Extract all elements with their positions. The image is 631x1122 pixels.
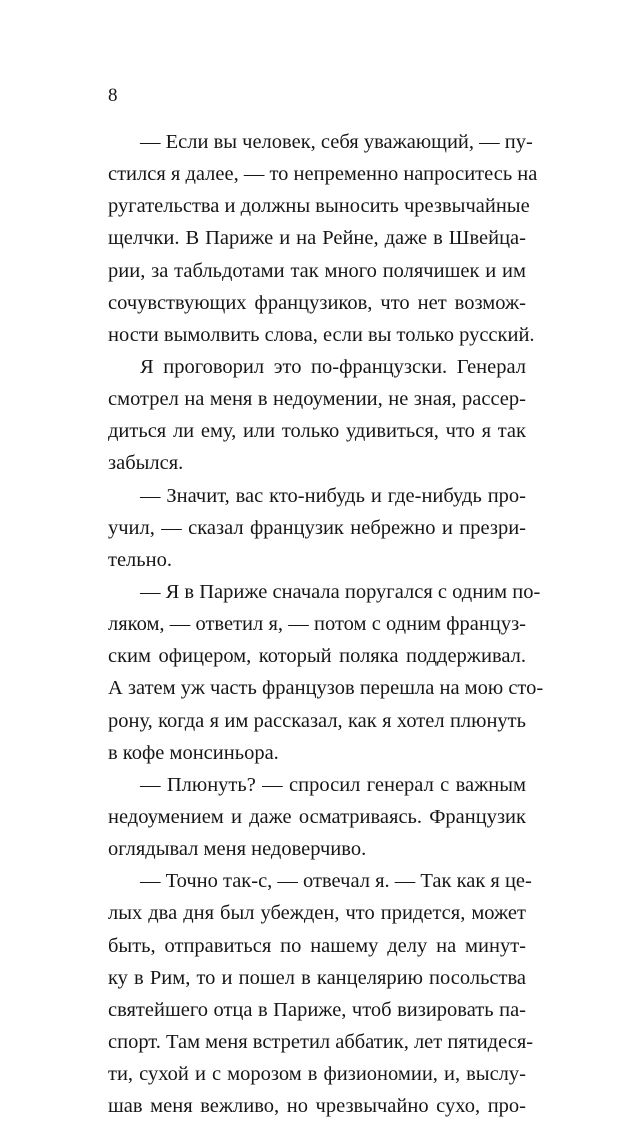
text-line: святейшего отца в Париже, чтоб визировать па-	[108, 998, 526, 1021]
text-line: Я проговорил это по-французски. Генерал	[140, 355, 526, 378]
text-line: ским офицером, который поляка поддерживал.	[108, 645, 526, 668]
text-line: забылся.	[108, 452, 184, 475]
text-line: — Точно так-с, — отвечал я. — Так как я це-	[140, 870, 532, 893]
text-line: ку в Рим, то и пошел в канцелярию посольства	[108, 966, 526, 989]
text-line: лых два дня был убежден, что придется, может	[108, 902, 526, 925]
page-text	[108, 126, 544, 1122]
text-line: спорт. Там меня встретил аббатик, лет пятидеся-	[108, 1030, 534, 1053]
text-line: учил, — сказал французик небрежно и презри-	[108, 516, 526, 539]
text-line: — Значит, вас кто-нибудь и где-нибудь про-	[140, 484, 526, 507]
text-line: тельно.	[108, 548, 172, 571]
text-line: рии, за табльдотами так много полячишек и им	[108, 259, 526, 282]
text-line: шав меня вежливо, но чрезвычайно сухо, про-	[108, 1095, 526, 1118]
text-line: ляком, — ответил я, — потом с одним француз-	[108, 613, 526, 636]
text-line: быть, отправиться по нашему делу на минут-	[108, 934, 526, 957]
text-line: — Если вы человек, себя уважающий, — пу-	[140, 131, 533, 153]
text-line: сочувствующих французиков, что нет возмож-	[108, 291, 526, 314]
text-line: ти, сухой и с морозом в физиономии, и, выслу-	[108, 1063, 526, 1086]
text-line: стился я далее, — то непременно напроситесь на	[108, 163, 538, 186]
text-line: — Плюнуть? — спросил генерал с важным	[140, 773, 526, 796]
text-line: — Я в Париже сначала поругался с одним по-	[140, 580, 541, 603]
text-line: ности вымолвить слова, если вы только русский.	[108, 323, 535, 346]
text-line: в кофе монсиньора.	[108, 741, 279, 764]
text-line: А затем уж часть французов перешла на мою сто-	[108, 677, 544, 700]
text-line: оглядывал меня недоверчиво.	[108, 838, 367, 861]
page-number: 8	[108, 85, 118, 106]
text-line: недоумением и даже осматриваясь. Французик	[108, 805, 526, 828]
text-line: ругательства и должны выносить чрезвычайные	[108, 195, 530, 218]
text-line: рону, когда я им рассказал, как я хотел плюнуть	[108, 709, 526, 732]
text-line: смотрел на меня в недоумении, не зная, рассер-	[108, 388, 526, 411]
text-line: щелчки. В Париже и на Рейне, даже в Швейца-	[108, 227, 526, 250]
text-line: диться ли ему, или только удивиться, что я так	[108, 420, 526, 443]
